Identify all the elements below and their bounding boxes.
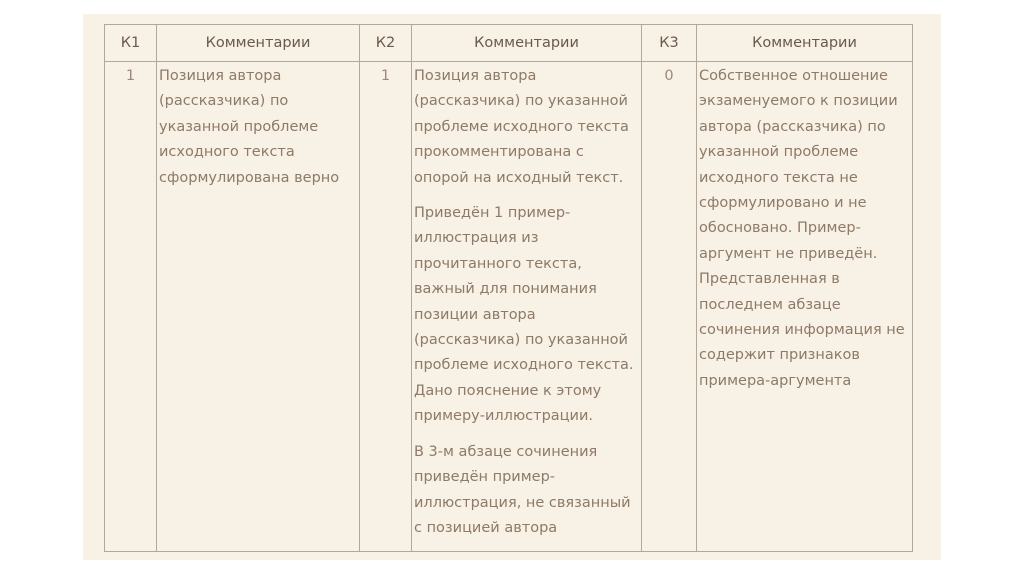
header-k1: К1 — [105, 25, 157, 62]
table-row — [105, 62, 913, 552]
header-comments-k2: Комментарии — [412, 25, 642, 62]
k1-score: 1 — [105, 62, 157, 552]
header-k2: К2 — [360, 25, 412, 62]
k2-comment — [412, 62, 642, 552]
k1-comment: Позиция автора (рассказчика) по указанной проблеме исходного текста сформулирована верно — [157, 62, 360, 552]
k2-score: 1 — [360, 62, 412, 552]
k2-comment-paragraph-3: В 3-м абзаце сочинения приведён пример-иллюстрация, не связанный с позицией автора — [414, 443, 631, 536]
k3-score: 0 — [642, 62, 697, 552]
header-comments-k3: Комментарии — [697, 25, 913, 62]
header-k3: К3 — [642, 25, 697, 62]
assessment-table — [104, 24, 913, 552]
k2-comment-paragraph-1: Позиция автора (рассказчика) по указанной проблеме исходного текста прокомментирована с опорой на исходный текст. — [414, 68, 629, 186]
k2-comment-paragraph-2: Приведён 1 пример-иллюстрация из прочитанного текста, важный для понимания позиции автора (рассказчика) по указанной проблеме исходного текста. Дано пояснение к этому примеру-иллюстрации. — [414, 205, 634, 425]
k3-comment: Собственное отношение экзаменуемого к позиции автора (рассказчика) по указанной проблеме исходного текста не сформулировано и не обосновано. Пример-аргумент не приведён. Представленная в последнем абзаце сочинения информация не содержит признаков примера-аргумента — [697, 62, 913, 552]
header-comments-k1: Комментарии — [157, 25, 360, 62]
header-row — [105, 25, 913, 62]
